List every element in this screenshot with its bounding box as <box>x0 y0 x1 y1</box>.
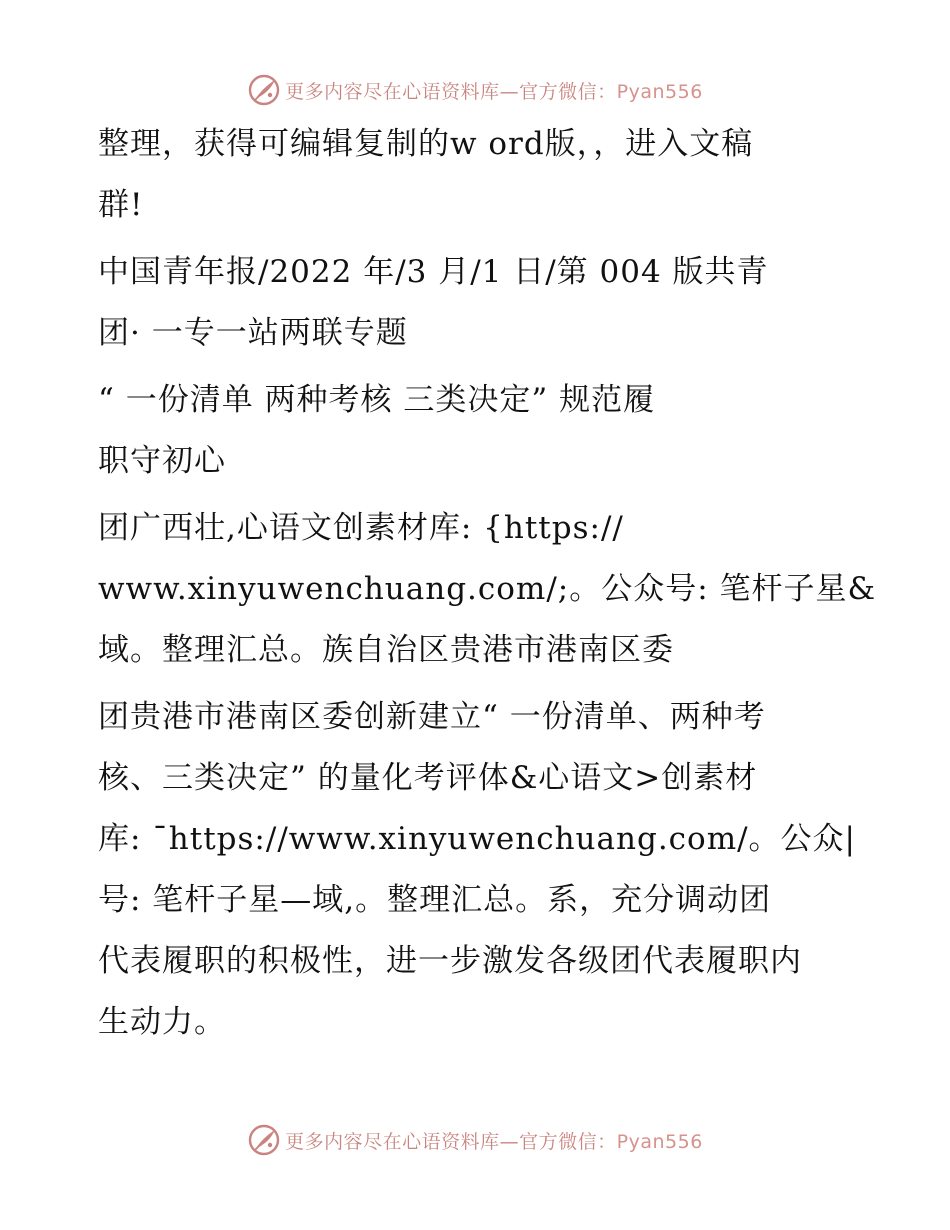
paragraph-line: “ 一份清单 两种考核 三类决定” 规范履 <box>98 382 656 418</box>
paragraph-line: 团贵港市港南区委创新建立“ 一份清单、两种考 <box>98 699 766 735</box>
footer-watermark <box>0 1118 950 1162</box>
feather-seal-icon <box>247 1123 281 1157</box>
paragraph-3 <box>98 370 858 492</box>
header-watermark-handle: Pyan556 <box>616 80 703 103</box>
paragraph-line: 域。整理汇总。族自治区贵港市港南区委 <box>98 632 674 668</box>
paragraph-line: 团· 一专一站两联专题 <box>98 315 408 351</box>
paragraph-line: 整理，获得可编辑复制的w ord版，，进入文稿 <box>98 126 754 162</box>
paragraph-line: 中国青年报/2022 年/3 月/1 日/第 004 版共青 <box>98 254 769 290</box>
header-watermark-text <box>285 77 703 104</box>
header-watermark-label: 更多内容尽在心语资料库—官方微信： <box>285 80 617 103</box>
header-watermark <box>0 68 950 112</box>
document-body <box>98 114 877 1059</box>
paragraph-line: 职守初心 <box>98 443 226 479</box>
paragraph-4 <box>98 498 877 681</box>
paragraph-line: 核、三类决定” 的量化考评体&心语文>创素材 <box>98 760 758 796</box>
feather-seal-icon <box>247 73 281 107</box>
paragraph-line: 代表履职的积极性，进一步激发各级团代表履职内 <box>98 943 802 979</box>
paragraph-line: www.xinyuwenchuang.com/;。公众号: 笔杆子星& <box>98 571 877 607</box>
paragraph-1 <box>98 114 858 236</box>
footer-watermark-handle: Pyan556 <box>616 1130 703 1153</box>
footer-watermark-text <box>285 1127 703 1154</box>
paragraph-line: 库: ¯https://www.xinyuwenchuang.com/。公众| <box>98 821 856 857</box>
paragraph-line: 号: 笔杆子星—域,。整理汇总。系，充分调动团 <box>98 882 772 918</box>
paragraph-line: 生动力。 <box>98 1004 226 1040</box>
footer-watermark-label: 更多内容尽在心语资料库—官方微信： <box>285 1130 617 1153</box>
paragraph-line: 群! <box>98 187 144 223</box>
paragraph-line: 团广西壮,心语文创素材库: {https:// <box>98 510 624 546</box>
paragraph-5 <box>98 687 858 1053</box>
paragraph-2 <box>98 242 858 364</box>
